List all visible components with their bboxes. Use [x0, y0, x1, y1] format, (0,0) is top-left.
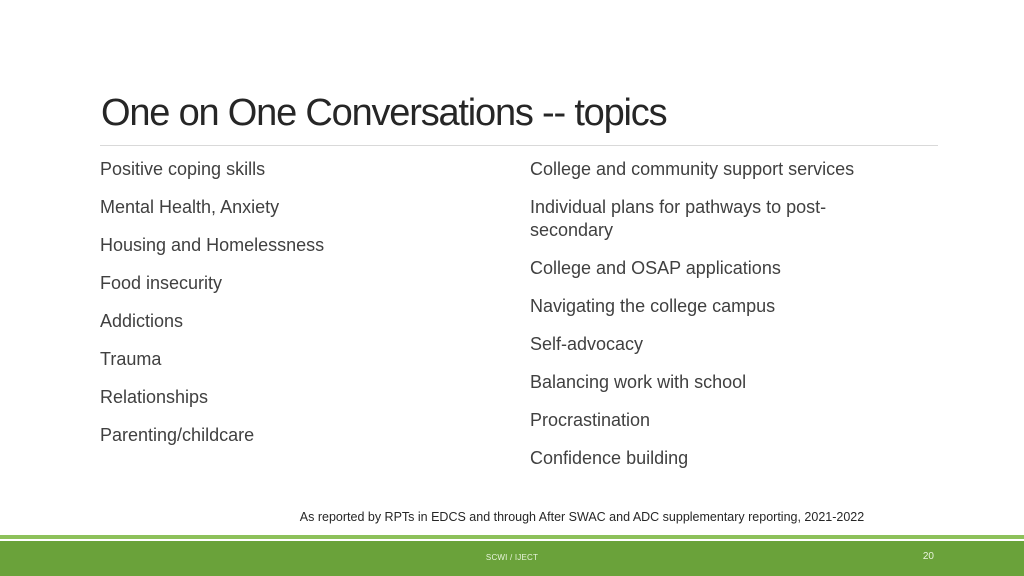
topic-item: Addictions: [100, 311, 184, 331]
topic-item: Relationships: [100, 387, 209, 407]
topic-item: Positive coping skills: [100, 159, 266, 179]
footer-accent-stripe: [0, 535, 1024, 539]
right-topic-list: [530, 158, 900, 485]
topic-item: Balancing work with school: [530, 372, 747, 392]
footer-text: SCWI / IJECT: [485, 553, 539, 562]
topic-item: Mental Health, Anxiety: [100, 197, 280, 217]
topic-item: Confidence building: [530, 448, 689, 468]
slide-title: One on One Conversations -- topics: [101, 92, 667, 134]
topic-item: Self-advocacy: [530, 334, 644, 354]
topic-item: Parenting/childcare: [100, 425, 255, 445]
slide-number: 20: [922, 551, 934, 562]
title-divider: [100, 145, 938, 146]
topic-item: Housing and Homelessness: [100, 235, 325, 255]
topic-item: Individual plans for pathways to post-secondary: [530, 197, 827, 240]
topic-item: Navigating the college campus: [530, 296, 776, 316]
topic-item: College and OSAP applications: [530, 258, 781, 278]
left-topic-list: [100, 158, 490, 462]
topic-item: Food insecurity: [100, 273, 223, 293]
topic-item: College and community support services: [530, 159, 855, 179]
topic-item: Trauma: [100, 349, 162, 369]
source-footnote: As reported by RPTs in EDCS and through After SWAC and ADC supplementary reporting, 2021-2022: [299, 510, 865, 524]
footer-bar: [0, 541, 1024, 576]
topic-item: Procrastination: [530, 410, 651, 430]
